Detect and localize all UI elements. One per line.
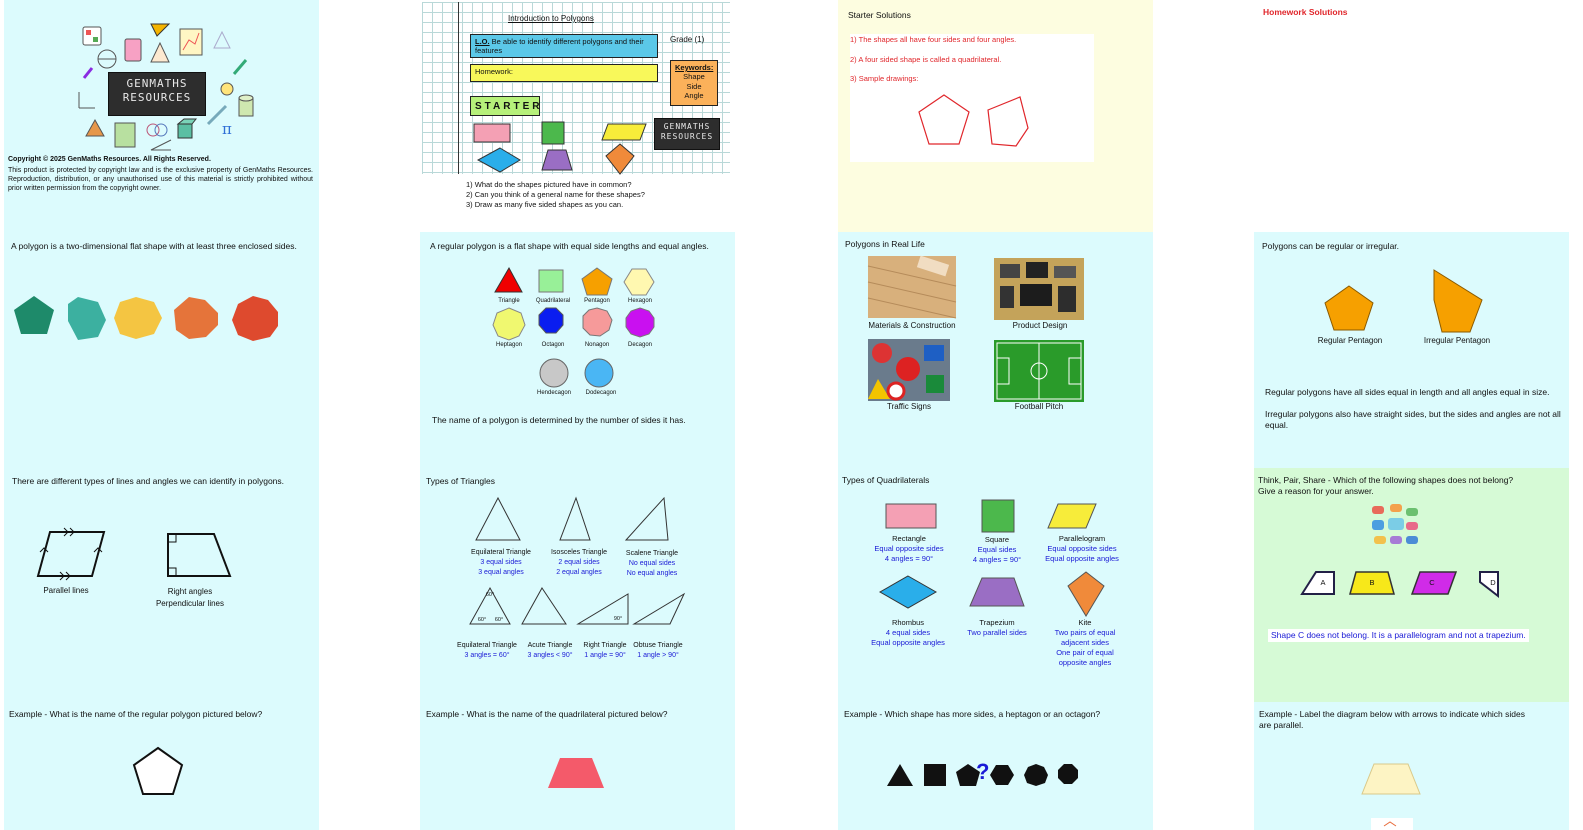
quad-d1-0: Equal opposite sides [874, 544, 944, 553]
svg-text:π: π [222, 120, 232, 138]
octagon-shape [539, 308, 563, 333]
venn-icon [144, 122, 170, 138]
label-perpendicular-lines: Perpendicular lines [155, 599, 225, 608]
pencil-icon [232, 58, 248, 76]
regular-irregular-title: Polygons can be regular or irregular. [1262, 241, 1400, 251]
sample-pentagon-regular [919, 95, 969, 144]
slide-regular-irregular[interactable] [1254, 232, 1569, 468]
quad-name-4: Trapezium [979, 618, 1015, 627]
homework-box: Homework: [470, 64, 658, 82]
quad-d1-1: Equal sides [977, 545, 1017, 554]
example-trapezium [546, 756, 608, 790]
quad-d2-5: adjacent sides [1061, 638, 1109, 647]
example-trapezium-light [1360, 762, 1424, 796]
label-quadrilateral: Quadrilateral [535, 298, 571, 304]
lines-angles-title: There are different types of lines and angles we can identify in polygons. [12, 476, 285, 486]
slide-real-life[interactable] [838, 232, 1153, 468]
keywords-title: Keywords: [675, 63, 714, 72]
slide-cover[interactable] [4, 0, 319, 232]
square-shape [982, 500, 1014, 532]
tri-top-name-0: Equilateral Triangle [471, 549, 531, 556]
regular-irregular-shapes [1322, 268, 1492, 338]
label-triangle: Triangle [498, 298, 520, 304]
obtuse-triangle [634, 594, 684, 624]
keywords-box [670, 60, 718, 106]
rhombus-shape [880, 576, 936, 608]
polygon-name-rule: The name of a polygon is determined by the number of sides it has. [432, 415, 686, 425]
graph-paper-icon [179, 28, 203, 56]
ruler-triangle-icon [149, 22, 171, 38]
polygon-row [12, 294, 292, 344]
solution-3: 3) Sample drawings: [850, 74, 919, 83]
slide-example-heptagon-octagon[interactable] [838, 702, 1153, 830]
quad-d3-5: One pair of equal [1056, 648, 1114, 657]
intro-logo [654, 118, 720, 150]
quad-d1-3: 4 equal sides [885, 628, 931, 637]
tri-top-d1-2: No equal sides [628, 560, 676, 567]
slide-example-parallel-arrows[interactable] [1254, 702, 1569, 830]
dodecagon-shape [585, 359, 613, 387]
quad-name-5: Kite [1078, 618, 1092, 627]
tps-answer: Shape C does not belong. It is a parallelogram and not a trapezium. [1268, 629, 1529, 642]
label-right-angles: Right angles [167, 587, 213, 596]
angle-label-90: 90° [613, 616, 623, 622]
angle-label-60-top: 60° [485, 592, 495, 598]
speech-bubbles-icon [1370, 502, 1422, 552]
keyword-0: Shape [683, 72, 705, 82]
equilateral-triangle [476, 498, 520, 540]
quad-d1-5: Two pairs of equal [1054, 628, 1116, 637]
tri-bot-d1-0: 3 angles = 60° [464, 652, 510, 659]
tri-bot-name-3: Obtuse Triangle [633, 642, 683, 649]
tri-top-d1-1: 2 equal sides [558, 559, 600, 566]
real-life-title: Polygons in Real Life [845, 239, 925, 249]
tps-subtitle: Give a reason for your answer. [1258, 486, 1374, 496]
quadrilaterals-title: Types of Quadrilaterals [842, 475, 930, 485]
heptagon-shape [493, 308, 525, 340]
right-angle-trapezium-diagram [164, 530, 234, 580]
pentagon-dark-green [14, 296, 54, 334]
calculator-pink-icon [124, 38, 142, 62]
tri-bot-d1-1: 3 angles < 90° [527, 652, 573, 659]
label-irregular-pentagon: Irregular Pentagon [1423, 336, 1491, 345]
decagon-shape [626, 308, 654, 337]
green-square [542, 122, 564, 144]
cylinder-icon [238, 94, 254, 118]
slide-think-pair-share[interactable] [1254, 468, 1569, 702]
angle-label-60-left: 60° [477, 617, 487, 623]
quad-name-0: Rectangle [892, 534, 926, 543]
label-hexagon: Hexagon [627, 298, 653, 304]
sample-pentagons [916, 92, 1036, 152]
slide-intro[interactable] [420, 0, 735, 232]
slide-example-regular-polygon[interactable] [4, 702, 319, 830]
slide-starter-solutions[interactable] [838, 0, 1153, 232]
genmaths-logo [108, 72, 206, 116]
hexagon-teal [68, 297, 106, 340]
label-nonagon: Nonagon [584, 342, 610, 348]
intro-title: Introduction to Polygons [508, 14, 594, 23]
product-design-image [994, 258, 1084, 320]
partial-arrow-shape [1370, 814, 1414, 830]
lo-prefix: L.O. [475, 37, 490, 46]
pi-icon [220, 120, 238, 138]
tri-top-d2-1: 2 equal angles [556, 569, 602, 576]
question-mark: ? [976, 759, 990, 784]
tri-bot-d1-2: 1 angle = 90° [584, 652, 626, 659]
tri-top-d2-2: No equal angles [626, 570, 678, 577]
label-product-design: Product Design [1012, 321, 1068, 330]
polygon-family [490, 266, 660, 404]
starter-questions [466, 180, 645, 210]
logo-line-1: GENMATHS [126, 77, 188, 90]
quad-d4-5: opposite angles [1058, 658, 1112, 667]
question-2: 2) Can you think of a general name for these shapes? [466, 190, 645, 200]
seq-octagon [1058, 764, 1078, 784]
shape-b-letter: B [1369, 578, 1375, 587]
seq-square [924, 764, 946, 786]
calculator-icon [82, 26, 102, 46]
shape-a-letter: A [1320, 578, 1326, 587]
margin-line [458, 2, 459, 174]
nonagon-red [232, 296, 278, 341]
quad-name-1: Square [984, 535, 1010, 544]
tri-bot-name-2: Right Triangle [583, 642, 627, 649]
label-dodecagon: Dodecagon [585, 390, 617, 396]
tri-bot-name-0: Equilateral Triangle [457, 642, 517, 649]
sample-pentagon-irregular [988, 97, 1028, 146]
quad-d1-4: Two parallel sides [967, 628, 1027, 637]
question-3: 3) Draw as many five sided shapes as you can. [466, 200, 624, 210]
irregular-description: Irregular polygons also have straight sides, but the sides and angles are not all equal. [1265, 409, 1561, 430]
lightbulb-icon [218, 80, 236, 98]
label-heptagon: Heptagon [495, 342, 523, 348]
nonagon-shape [583, 308, 612, 336]
quad-d2-3: Equal opposite angles [871, 638, 945, 647]
purple-trapezium [542, 150, 572, 170]
rectangle-shape [886, 504, 936, 528]
triangle-shape [495, 268, 522, 292]
label-decagon: Decagon [627, 342, 653, 348]
lo-text: Be able to identify different polygons and their features [475, 37, 644, 56]
axes-icon [76, 90, 96, 110]
solution-1: 1) The shapes all have four sides and four angles. [850, 35, 1017, 44]
hendecagon-shape [540, 359, 568, 387]
slide-quadrilaterals[interactable] [838, 468, 1153, 702]
example-4-text-line-2: are parallel. [1259, 720, 1304, 730]
parallelogram-shape [1048, 504, 1096, 528]
blue-rhombus [478, 148, 520, 172]
orange-kite [606, 144, 634, 174]
quadrilateral-diagrams-bottom [878, 572, 1108, 618]
heptagon-yellow [114, 297, 162, 339]
label-octagon: Octagon [541, 342, 565, 348]
question-1: 1) What do the shapes pictured have in common? [466, 180, 632, 189]
hexagon-shape [624, 269, 654, 295]
tps-title: Think, Pair, Share - Which of the following shapes does not belong? [1258, 475, 1514, 485]
tps-shapes [1300, 568, 1510, 598]
quad-d2-0: 4 angles = 90° [884, 554, 934, 563]
yellow-parallelogram [602, 124, 646, 140]
quadrilateral-diagrams-top [882, 500, 1102, 532]
kite-shape [1068, 572, 1104, 616]
triangles-title: Types of Triangles [426, 476, 495, 486]
keyword-1: Side [686, 81, 702, 91]
logo-line-2: RESOURCES [122, 90, 192, 104]
starter-banner: STARTER [470, 96, 540, 116]
slide-polygon-definition[interactable] [4, 232, 319, 468]
tri-top-d2-0: 3 equal angles [478, 569, 524, 576]
scalene-triangle [626, 498, 668, 540]
polygon-definition-text: A polygon is a two-dimensional flat shape with at least three enclosed sides. [11, 241, 297, 251]
quad-d2-2: Equal opposite angles [1045, 554, 1119, 563]
wood-floor-image [868, 256, 956, 318]
slide-homework-solutions[interactable] [1254, 0, 1569, 232]
pentagon-shape [582, 268, 612, 295]
example-pentagon [132, 746, 184, 798]
label-hendecagon: Hendecagon [536, 390, 572, 396]
seq-heptagon [1024, 764, 1048, 786]
example-1-text: Example - What is the name of the regular polygon pictured below? [9, 709, 263, 719]
seq-hexagon [990, 765, 1014, 785]
regular-pentagon [1325, 286, 1373, 330]
quad-name-3: Rhombus [891, 618, 925, 627]
keyword-2: Angle [684, 91, 704, 101]
tri-top-name-1: Isosceles Triangle [550, 549, 608, 556]
slide-lines-angles[interactable] [4, 468, 319, 702]
seq-triangle [887, 764, 913, 786]
slide-triangles[interactable] [420, 468, 735, 702]
quad-d1-2: Equal opposite sides [1047, 544, 1117, 553]
isosceles-triangle [560, 498, 590, 540]
homework-solutions-title: Homework Solutions [1263, 7, 1348, 17]
trapezium-shape [970, 578, 1024, 606]
slide-regular-polygons[interactable] [420, 232, 735, 468]
irregular-pentagon [1434, 270, 1482, 332]
example-2-text: Example - What is the name of the quadrilateral pictured below? [426, 709, 668, 719]
intro-logo-line-1: GENMATHS [663, 122, 711, 131]
parallelogram-diagram [34, 528, 114, 580]
grid-card-icon [114, 122, 136, 148]
traffic-signs-image [868, 339, 950, 401]
label-traffic-signs: Traffic Signs [886, 402, 931, 411]
pink-rectangle [474, 124, 510, 142]
intro-logo-line-2: RESOURCES [660, 132, 714, 141]
quadrilateral-shape [539, 270, 563, 292]
acute-triangle [522, 588, 566, 624]
cube-icon [176, 118, 198, 140]
example-3-text: Example - Which shape has more sides, a heptagon or an octagon? [844, 709, 1101, 719]
tri-top-d1-0: 3 equal sides [480, 559, 522, 566]
music-note-icon [82, 66, 94, 80]
compass-icon [96, 48, 118, 70]
triangle-diagrams-top [474, 496, 694, 544]
label-regular-pentagon: Regular Pentagon [1317, 336, 1383, 345]
tri-bot-d1-3: 1 angle > 90° [637, 652, 679, 659]
angle-icon [149, 138, 173, 152]
regular-description: Regular polygons have all sides equal in length and all angles equal in size. [1265, 387, 1550, 397]
regular-polygon-text: A regular polygon is a flat shape with equal side lengths and equal angles. [430, 241, 709, 251]
grade-label: Grade (1) [670, 35, 705, 44]
angle-label-60-right: 60° [494, 617, 504, 623]
solution-2: 2) A four sided shape is called a quadrilateral. [850, 55, 1002, 64]
label-football-pitch: Football Pitch [1014, 402, 1064, 411]
shape-d-letter: D [1490, 578, 1496, 587]
tri-bot-name-1: Acute Triangle [527, 642, 573, 649]
quad-d2-1: 4 angles = 90° [972, 555, 1022, 564]
pyramid-icon [84, 118, 106, 138]
example-4-text-line-1: Example - Label the diagram below with arrows to indicate which sides [1259, 709, 1525, 719]
label-pentagon: Pentagon [584, 298, 610, 304]
label-materials: Materials & Construction [868, 321, 956, 330]
octagon-orange [174, 297, 218, 339]
label-parallel-lines: Parallel lines [43, 586, 89, 595]
quad-name-2: Parallelogram [1058, 534, 1106, 543]
triangle-outline-icon [212, 30, 232, 50]
tri-top-name-2: Scalene Triangle [625, 550, 679, 557]
copyright-title: Copyright © 2025 GenMaths Resources. All Rights Reserved. [8, 156, 211, 163]
starter-solutions-title: Starter Solutions [848, 10, 911, 20]
cone-icon [149, 42, 171, 64]
slide-example-quadrilateral[interactable] [420, 702, 735, 830]
copyright-body: This product is protected by copyright law and is the exclusive property of GenMaths Resources. Reproduction, distribution, or any unauthorised use of this material is strictly prohibited without prior written permission from the copyright owner. [8, 167, 313, 192]
starter-shapes [470, 120, 640, 175]
football-pitch-image [994, 340, 1084, 402]
lo-box [470, 34, 658, 58]
shape-c-letter: C [1429, 578, 1435, 587]
